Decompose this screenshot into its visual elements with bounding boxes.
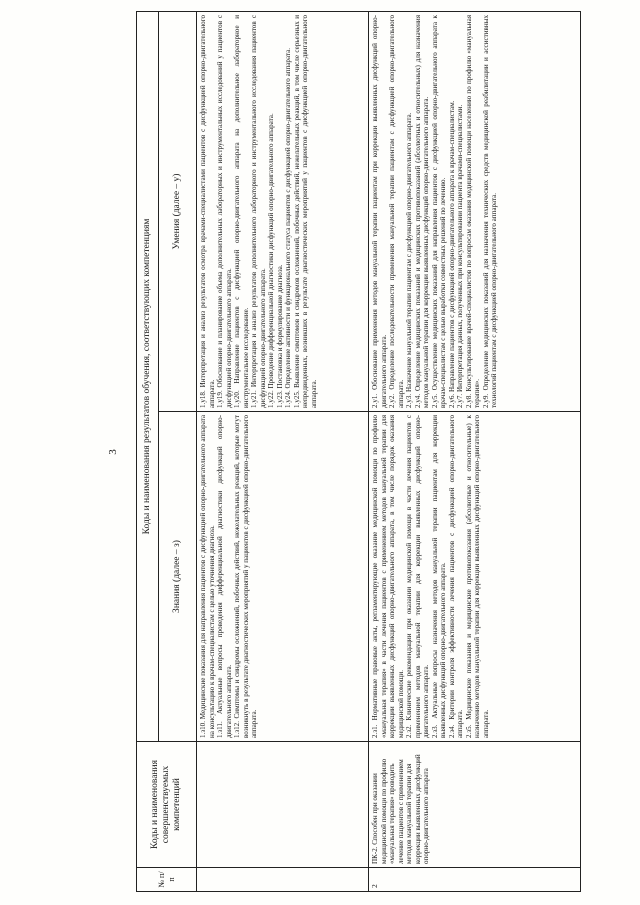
knowledge-cell xyxy=(369,412,581,742)
skill-item: 2.у1. Обоснование применения методов мануальной терапии пациентам при коррекции выявленных дисфункций опорно-двигательного аппарата. xyxy=(371,15,388,408)
skill-item: 1.у23. Постановка и формулирование диагноза. xyxy=(275,264,284,408)
skills-cell xyxy=(369,12,581,412)
skill-item: 2.у7. Интерпретация данных, полученных при консультировании пациента врачами-специалистами. xyxy=(456,104,464,408)
skill-item: 1.у19. Обоснование и планирование объема дополнительных лабораторных и инструментальных исследований у пациентов с дисфункцией опорно-двигательного аппарата. xyxy=(216,15,233,408)
knowledge-item: 2.з4. Критерии контроля эффективности лечения пациентов с дисфункцией опорно-двигательного аппарата. xyxy=(447,415,464,738)
skill-item: 2.у4. Определение медицинских показаний и медицинских противопоказаний (абсолютных и относительных) для назначения методов мануальной терапии для коррекции выявленных дисфункций опорно-двигательного аппарата. xyxy=(413,15,430,408)
header-knowledge: Знания (далее – з) xyxy=(159,412,197,742)
rotated-table-region xyxy=(106,12,580,892)
competence-table xyxy=(136,11,581,892)
skill-item: 2.у8. Консультирование врачей-специалистов по вопросам оказания медицинской помощи населению по профилю «мануальная терапия». xyxy=(464,15,481,408)
row-number: 2 xyxy=(369,868,581,892)
knowledge-item: 1.з11. Актуальные вопросы проведения дифференциальной диагностики дисфункций опорно-двигательного аппарата. xyxy=(216,415,233,738)
skill-item: 2.у9. Определение медицинских показаний для назначения технических средств медицинской реабилитации и ассистивных технологий пациентам с дисфункцией опорно-двигательного аппарата. xyxy=(481,15,498,408)
header-results-group: Коды и наименования результатов обучения, соответствующих компетенциям xyxy=(137,12,159,742)
skill-item: 2.у2. Определение последовательности применения мануальной терапии пациентам с дисфункцией опорно-двигательного аппарата. xyxy=(388,15,405,408)
table-row xyxy=(369,12,581,892)
knowledge-item: 2.з1. Нормативные правовые акты, регламентирующие оказание медицинской помощи по профилю «мануальная терапия» в части лечения пациентов с применением методов мануальной терапии для коррекции выявленных дисфункций опорно-двигательного аппарата, в том числе порядок оказания медицинской помощи. xyxy=(371,415,405,738)
header-skills: Умения (далее – у) xyxy=(159,12,197,412)
header-codes: Коды и наименования совершенствуемых компетенций xyxy=(137,742,197,868)
knowledge-item: 2.з3. Актуальные вопросы назначения методов мануальной терапии пациентам для коррекции выявленных дисфункций опорно-двигательного аппарата. xyxy=(430,415,447,738)
header-num: № п/п xyxy=(137,868,197,892)
skill-item: 1.у22. Проведение дифференциальной диагностики дисфункций опорно-двигательного аппарата. xyxy=(267,113,275,408)
page-number: 3 xyxy=(107,449,119,455)
skill-item: 2.у5. Осуществление медицинских показаний для направления пациентов с дисфункцией опорно-двигательного аппарата к врачам-специалистам с целью выработки совместных решений по лечению. xyxy=(430,15,447,408)
skill-item: 1.у20. Направление пациентов с дисфункцией опорно-двигательного аппарата на дополнительное лабораторное и инструментальное исследование. xyxy=(233,15,250,408)
knowledge-item: 2.з2. Клинические рекомендации при оказании медицинской помощи в части лечения пациентов с применением методов мануальной терапии для коррекции выявленных дисфункций опорно-двигательного аппарата. xyxy=(405,415,430,738)
competence-cell xyxy=(197,742,369,868)
skill-item: 1.у25. Выявление симптомов и синдромов осложнений, побочных действий, нежелательных реакций, в том числе серьезных и непредвиденных, возникших в результате диагностических мероприятий у пациентов с дисфункцией опорно-двигательного аппарата. xyxy=(292,15,318,408)
skill-item: 1.у21. Интерпретация и анализ результатов дополнительного лабораторного и инструментального исследования пациентов с дисфункцией опорно-двигательного аппарата. xyxy=(250,15,267,408)
knowledge-item: 1.з12. Симптомы и синдромы осложнений, побочных действий, нежелательных реакций, которые могут возникнуть в результате диагностических мероприятий у пациентов с дисфункцией опорно-двигательного аппарата. xyxy=(233,415,258,738)
competence-cell: ПК-2. Способен при оказании медицинской помощи по профилю «мануальная терапия» проводить лечение пациентов с применением методов мануальной терапии для коррекции выявленных дисфункций опорно-двигательного аппарата xyxy=(369,742,581,868)
row-number xyxy=(197,868,369,892)
skill-item: 2.у6. Направление пациентов с дисфункцией опорно-двигательного аппарата к врачам-специалистам. xyxy=(447,100,456,408)
skills-cell xyxy=(197,12,369,412)
skill-item: 1.у18. Интерпретация и анализ результатов осмотра врачами-специалистами пациентов с дисфункцией опорно-двигательного аппарата. xyxy=(199,15,216,408)
skill-item: 1.у24. Определение активности и функционального статуса пациентов с дисфункцией опорно-двигательного аппарата. xyxy=(284,47,292,408)
skill-item: 2.у3. Назначение мануальной терапии пациентам с дисфункцией опорно-двигательного аппарата. xyxy=(405,112,413,408)
table-row xyxy=(197,12,369,892)
knowledge-item: 2.з5. Медицинские показания и медицинские противопоказания (абсолютные и относительные) к назначению методов мануальной терапии для коррекции выявленных дисфункций опорно-двигательного аппарата. xyxy=(464,415,490,738)
knowledge-cell xyxy=(197,412,369,742)
knowledge-item: 1.з10. Медицинские показания для направления пациентов с дисфункцией опорно-двигательного аппарата на консультацию к врачам-специалистам с целью уточнения диагноза. xyxy=(199,415,216,738)
